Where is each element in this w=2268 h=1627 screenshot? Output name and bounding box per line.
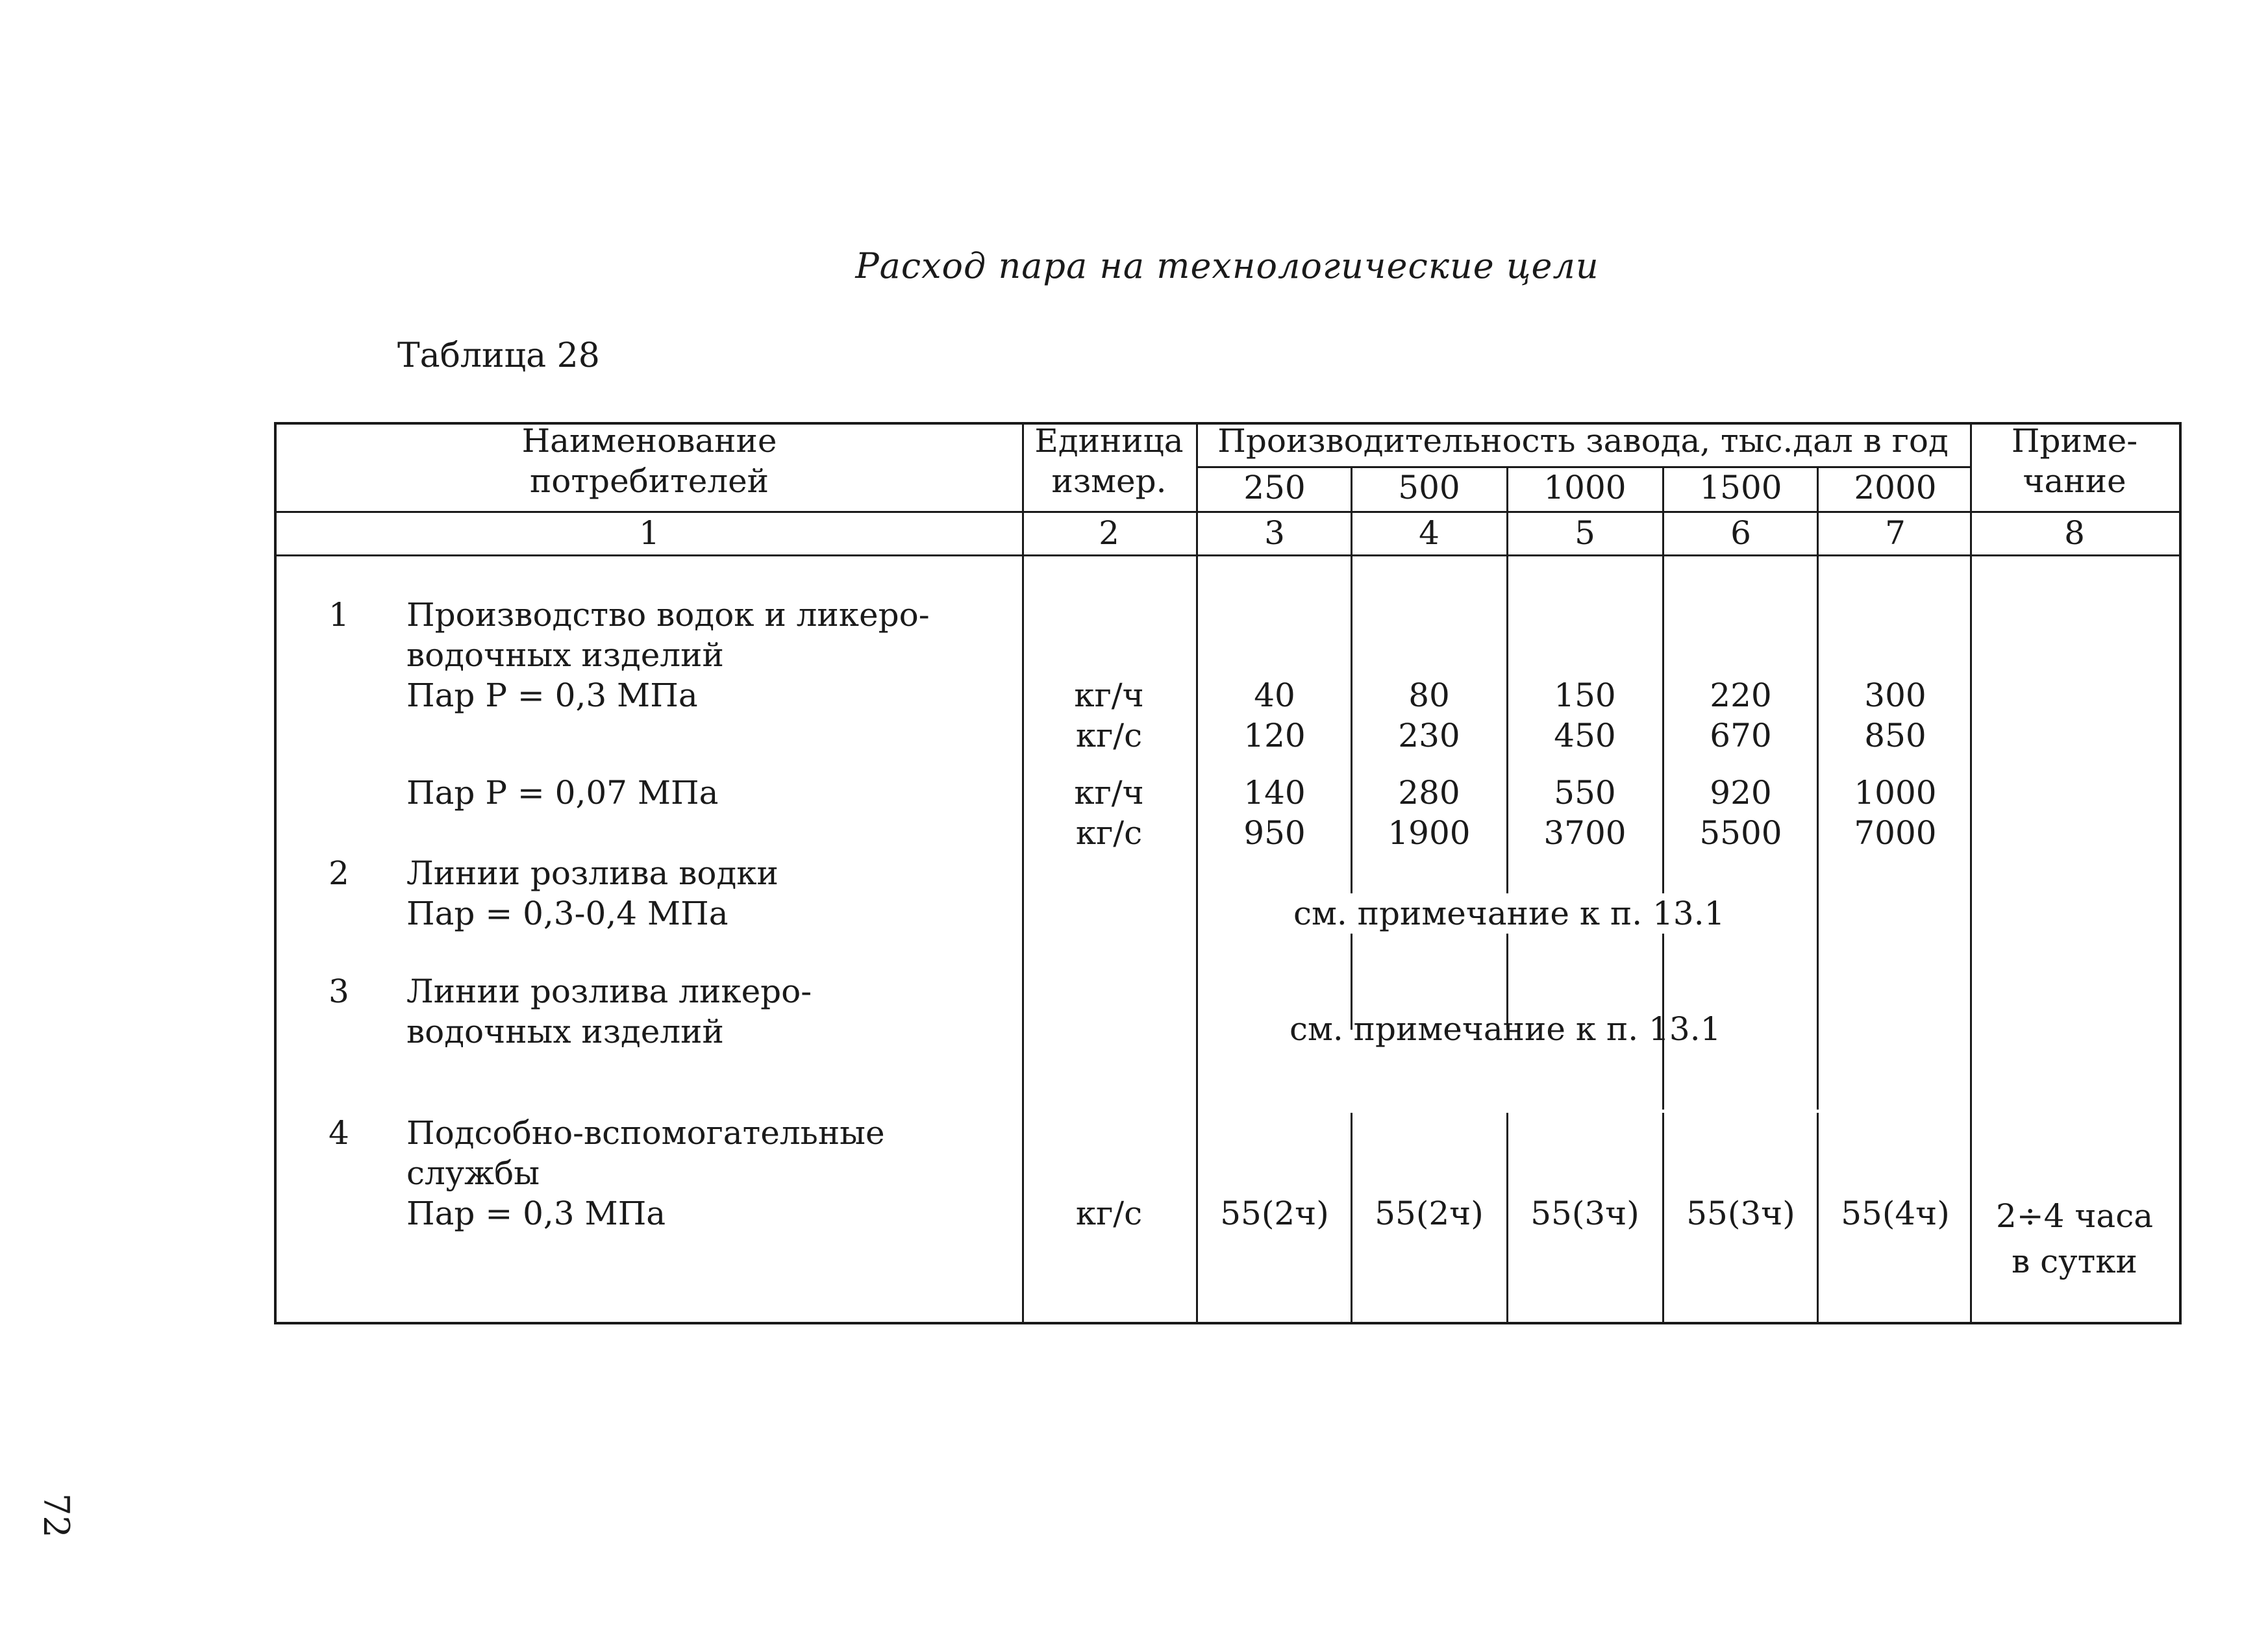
value-cell: 55(2ч) bbox=[1375, 1195, 1484, 1232]
col-divider bbox=[1817, 554, 1819, 1110]
span-note: см. примечание к п. 13.1 bbox=[1290, 1010, 1721, 1048]
col-number: 7 bbox=[1885, 514, 1906, 552]
row-number: 2 bbox=[329, 854, 349, 892]
col-divider bbox=[1817, 1113, 1819, 1322]
unit-cell: кг/с bbox=[1075, 1195, 1143, 1232]
col-number: 1 bbox=[639, 514, 660, 552]
col-divider bbox=[1506, 466, 1508, 554]
value-cell: 230 bbox=[1398, 717, 1460, 754]
col-number: 6 bbox=[1730, 514, 1751, 552]
col-divider bbox=[1817, 466, 1819, 554]
col-divider bbox=[1506, 554, 1508, 1030]
table-label: Таблица 28 bbox=[397, 336, 600, 375]
header-note: Приме- чание bbox=[2011, 422, 2138, 500]
col-divider bbox=[1351, 554, 1352, 1030]
value-cell: 1900 bbox=[1388, 814, 1471, 852]
value-cell: 280 bbox=[1398, 774, 1460, 812]
header-name: Наименование потребителей bbox=[521, 422, 777, 500]
page-number: 72 bbox=[36, 1493, 77, 1538]
capacity-value: 2000 bbox=[1854, 469, 1937, 506]
row-number: 1 bbox=[329, 596, 349, 634]
row-number: 3 bbox=[329, 973, 349, 1010]
col-divider bbox=[1351, 466, 1352, 554]
header-unit: Единица измер. bbox=[1034, 422, 1184, 500]
value-cell: 55(3ч) bbox=[1686, 1195, 1795, 1232]
unit-cell: кг/ч bbox=[1074, 677, 1144, 714]
header-capacity: Производительность завода, тыс.дал в год bbox=[1217, 422, 1949, 460]
row-number: 4 bbox=[329, 1114, 349, 1152]
table-title: Расход пара на технологические цели bbox=[855, 245, 1599, 286]
value-cell: 55(4ч) bbox=[1841, 1195, 1950, 1232]
value-cell: 850 bbox=[1864, 717, 1926, 754]
value-cell: 140 bbox=[1243, 774, 1306, 812]
col-divider bbox=[1022, 425, 1024, 1322]
value-cell: 120 bbox=[1243, 717, 1306, 754]
col-number: 4 bbox=[1419, 514, 1439, 552]
col-number: 8 bbox=[2064, 514, 2085, 552]
value-cell: 5500 bbox=[1699, 814, 1782, 852]
unit-cell: кг/с bbox=[1075, 717, 1143, 754]
data-table bbox=[274, 422, 2182, 1324]
row-name: Подсобно-вспомогательные службы Пар = 0,3 МПа bbox=[406, 1114, 885, 1232]
note-cell: 2÷4 часа в сутки bbox=[1995, 1197, 2154, 1280]
capacity-value: 1000 bbox=[1543, 469, 1626, 506]
capacity-value: 1500 bbox=[1699, 469, 1782, 506]
value-cell: 450 bbox=[1554, 717, 1616, 754]
value-cell: 300 bbox=[1864, 677, 1926, 714]
row-name: Производство водок и ликеро- водочных изделий Пар P = 0,3 МПа bbox=[406, 596, 930, 714]
value-cell: 40 bbox=[1254, 677, 1295, 714]
unit-cell: кг/ч bbox=[1074, 774, 1144, 812]
value-cell: 55(3ч) bbox=[1530, 1195, 1639, 1232]
span-note: см. примечание к п. 13.1 bbox=[1290, 893, 1728, 934]
value-cell: 950 bbox=[1243, 814, 1306, 852]
col-divider bbox=[1662, 466, 1664, 554]
value-cell: 150 bbox=[1554, 677, 1616, 714]
value-cell: 7000 bbox=[1854, 814, 1937, 852]
unit-cell: кг/с bbox=[1075, 814, 1143, 852]
value-cell: 80 bbox=[1408, 677, 1450, 714]
value-cell: 920 bbox=[1710, 774, 1772, 812]
col-divider bbox=[1970, 425, 1972, 1322]
col-divider bbox=[1351, 1113, 1352, 1322]
capacity-value: 250 bbox=[1243, 469, 1306, 506]
value-cell: 3700 bbox=[1543, 814, 1626, 852]
col-divider bbox=[1662, 1113, 1664, 1322]
col-divider bbox=[1196, 425, 1198, 1322]
row-subname: Пар P = 0,07 МПа bbox=[406, 774, 719, 812]
col-number: 2 bbox=[1099, 514, 1119, 552]
col-number: 5 bbox=[1575, 514, 1595, 552]
row-name: Линии розлива водки Пар = 0,3-0,4 МПа bbox=[406, 854, 779, 932]
colnum-rule-bottom bbox=[277, 554, 2179, 556]
value-cell: 55(2ч) bbox=[1220, 1195, 1329, 1232]
value-cell: 670 bbox=[1710, 717, 1772, 754]
capacity-value: 500 bbox=[1398, 469, 1460, 506]
value-cell: 220 bbox=[1710, 677, 1772, 714]
value-cell: 1000 bbox=[1854, 774, 1937, 812]
col-number: 3 bbox=[1264, 514, 1285, 552]
row-name: Линии розлива ликеро- водочных изделий bbox=[406, 973, 812, 1050]
value-cell: 550 bbox=[1554, 774, 1616, 812]
col-divider bbox=[1506, 1113, 1508, 1322]
